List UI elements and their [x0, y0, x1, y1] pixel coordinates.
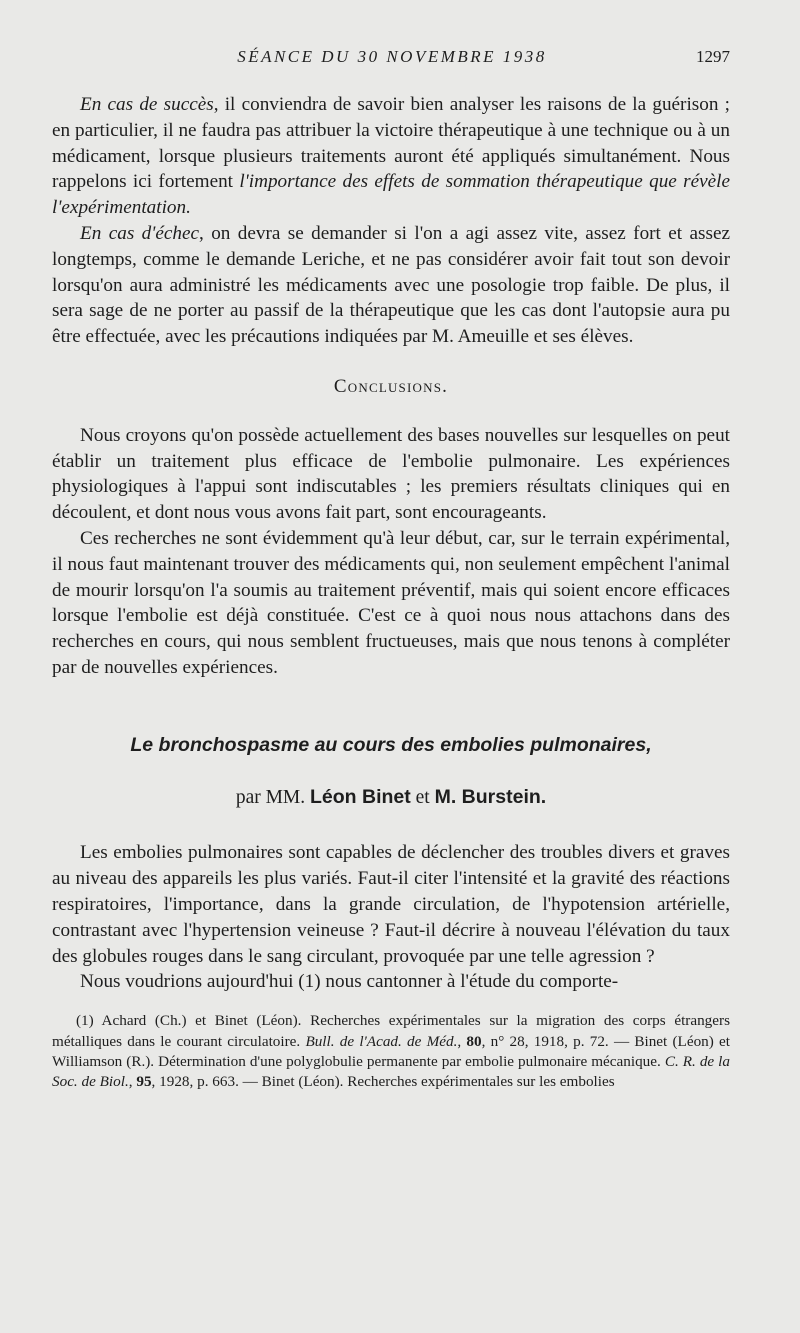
- footnote-text: (1) Achard (Ch.) et Binet (Léon). Recherches expérimentales sur la migration des corps étrangers métalliques dans le courant circulatoire.: [52, 1012, 730, 1050]
- volume-number: 80: [466, 1032, 482, 1050]
- paragraph-success: [52, 92, 730, 221]
- page-header: [54, 47, 730, 73]
- journal-title: Bull. de l'Acad. de Méd.: [305, 1032, 458, 1050]
- byline-conjunction: et: [410, 786, 435, 808]
- paragraph-conclusions-1: Nous croyons qu'on possède actuellement des bases nouvelles sur lesquelles on peut établir un traitement plus efficace de l'embolie pulmonaire. Les expériences physiologiques à l'appui sont indiscutables ; les premiers résultats cliniques qui en découlent, et dont nous vous avons fait part, sont encourageants.: [52, 424, 730, 524]
- paragraph-text: , il conviendra de savoir bien analyser les raisons de la guérison ; en particulier, il ne faudra pas attribuer la victoire thérapeutique à une technique ou à un médicament, lorsque plusieurs traitements auront été appliqués simultanément. Nous rappelons ici fortement: [52, 94, 730, 193]
- footnote-text: ,: [128, 1073, 137, 1091]
- byline-prefix: par MM.: [235, 786, 311, 808]
- paragraph-lead: En cas de succès: [80, 94, 214, 115]
- paragraph-failure: [52, 221, 730, 350]
- paragraph-text: , on devra se demander si l'on a agi assez vite, assez fort et assez longtemps, comme le demande Leriche, et ne pas considérer avoir fait tout son devoir lorsqu'on aura administré les médicaments avec une posologie trop faible. De plus, il sera sage de ne porter au passif de la thérapeutique que les cas dont l'autopsie aura pu être effectuée, avec les précautions indiquées par M. Ameuille et ses élèves.: [52, 222, 730, 348]
- paragraph-lead: En cas d'échec: [80, 222, 200, 244]
- article-byline: [52, 785, 730, 811]
- paragraph-emphasis: l'importance des effets de sommation thérapeutique que révèle l'expérimentation.: [52, 171, 730, 219]
- volume-number: 95: [136, 1073, 152, 1091]
- author-name: M. Burstein.: [434, 785, 547, 808]
- running-title: SÉANCE DU 30 NOVEMBRE 1938: [237, 47, 547, 66]
- journal-title: C. R. de la Soc. de Biol.: [52, 1052, 730, 1091]
- footnote: [52, 1011, 730, 1093]
- footnote-text: ,: [457, 1032, 467, 1050]
- paragraph-conclusions-2: Ces recherches ne sont évidemment qu'à leur début, car, sur le terrain expérimental, il nous faut maintenant trouver des médicaments qui, non seulement empêchent l'animal de mourir lorsqu'on l'a soumis au traitement préventif, mais qui soient encore efficaces lorsque l'embolie est déjà constituée. C'est ce à quoi nous nous attachons dans des recherches en cours, qui nous semblent fructueuses, mais que nous tenons à compléter par de nouvelles expériences.: [52, 527, 730, 678]
- page-body: [52, 92, 730, 1093]
- author-name: Léon Binet: [310, 785, 411, 808]
- section-heading-conclusions: Conclusions.: [333, 375, 449, 397]
- page-number: 1297: [696, 47, 730, 66]
- footnote-text: , n° 28, 1918, p. 72. — Binet (Léon) et Williamson (R.). Détermination d'une polyglobulie permanente par embolie pulmonaire mécanique.: [52, 1032, 731, 1070]
- paragraph-article-2: Nous voudrions aujourd'hui (1) nous cantonner à l'étude du comporte-: [80, 971, 619, 993]
- article-title: Le bronchospasme au cours des embolies pulmonaires,: [130, 733, 652, 756]
- footnote-text: , 1928, p. 663. — Binet (Léon). Recherches expérimentales sur les embolies: [151, 1073, 615, 1091]
- paragraph-article-1: Les embolies pulmonaires sont capables de déclencher des troubles divers et graves au niveau des appareils les plus variés. Faut-il citer l'intensité et la gravité des réactions respiratoires, l'importance, dans la grande circulation, de l'hypotension artérielle, contrastant avec l'hypertension veineuse ? Faut-il décrire à nouveau l'élévation du taux des globules rouges dans le sang circulant, provoquée par une telle agression ?: [52, 842, 730, 967]
